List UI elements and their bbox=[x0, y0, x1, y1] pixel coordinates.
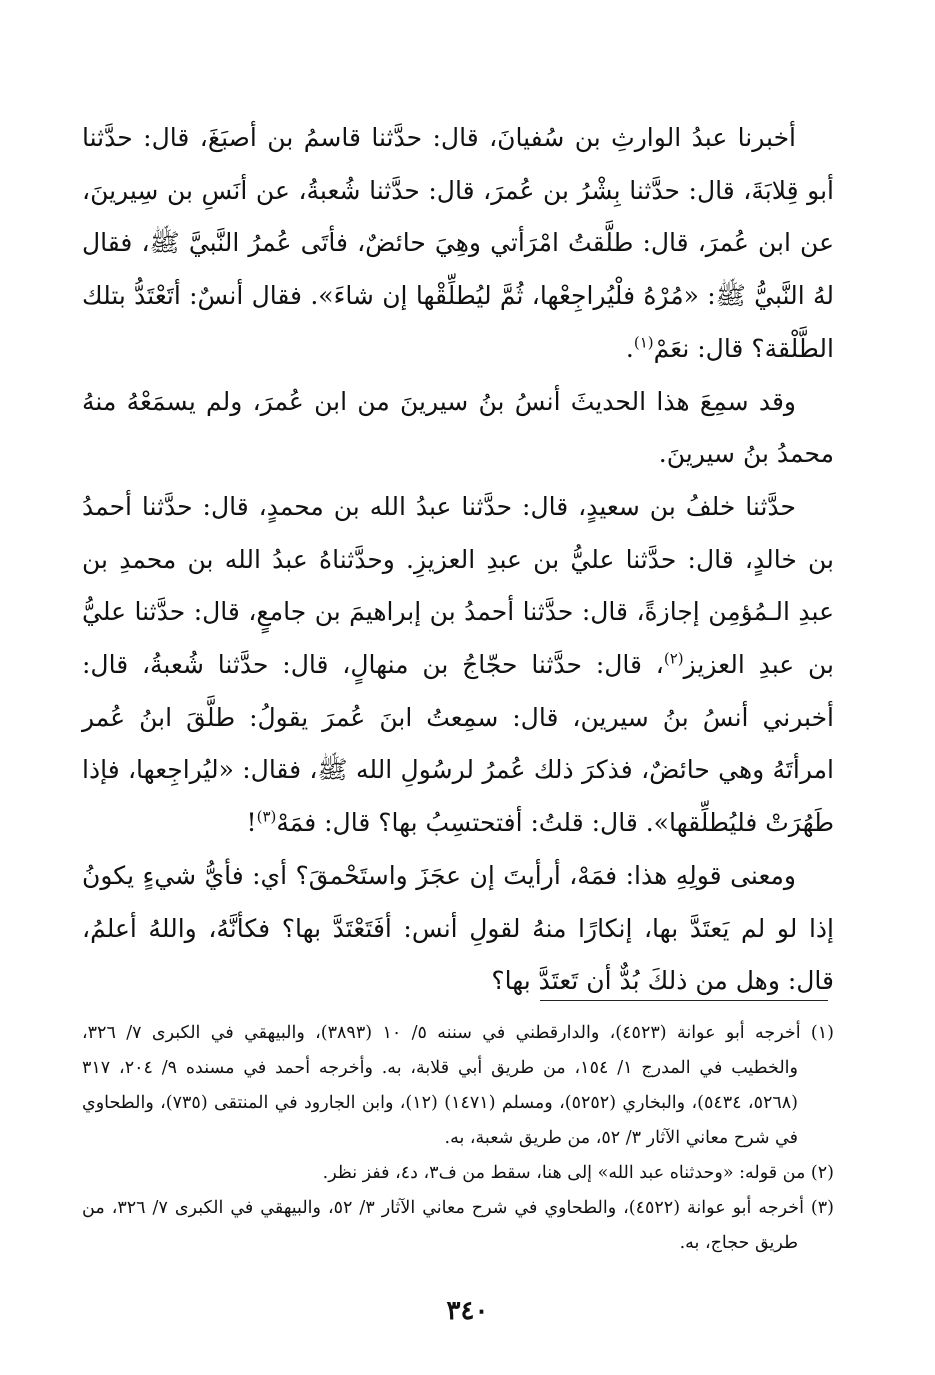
paragraph bbox=[82, 850, 834, 1008]
footnote: (١) أخرجه أبو عوانة (٤٥٢٣)، والدارقطني في سننه ٥/ ١٠ (٣٨٩٣)، والبيهقي في الكبرى ٧/ ٣٢٦، والخطيب في المدرج ١/ ١٥٤، من طريق أبي قلابة، به. وأخرجه أحمد في مسنده ٩/ ٢٠٤، ٣١٧ (٥٢٦٨، ٥٤٣٤)، والبخاري (٥٢٥٢)، ومسلم (١٤٧١) (١٢)، وابن الجارود في المنتقى (٧٣٥)، والطحاوي في شرح معاني الآثار ٣/ ٥٢، من طريق شعبة، به. bbox=[82, 1023, 834, 1148]
paragraph-text: ، قال: حدَّثنا حجّاجُ بن منهالٍ، قال: حدَّثنا شُعبةُ، قال: أخبرني أنسُ بنُ سيرين، قال: سمِعتُ ابنَ عُمرَ يقولُ: طلَّقَ ابنُ عُمر امرأتَهُ وهي حائضٌ، فذكرَ ذلك عُمرُ لرسُولِ الله ﷺ، فقال: «ليُراجِعها، فإذا طَهُرَتْ فليُطلِّقها». قال: قلتُ: أفتحتسِبُ بها؟ قال: فمَهْ bbox=[82, 650, 835, 838]
paragraph-text: وقد سمِعَ هذا الحديثَ أنسُ بنُ سيرينَ من ابن عُمرَ، ولم يسمَعْهُ منهُ محمدُ بنُ سيرينَ. bbox=[82, 386, 834, 469]
page-number: ٣٤٠ bbox=[446, 1296, 489, 1326]
footnote-ref: (٣) bbox=[256, 807, 277, 826]
paragraph-text: حدَّثنا خلفُ بن سعيدٍ، قال: حدَّثنا عبدُ الله بن محمدٍ، قال: حدَّثنا أحمدُ بن خالدٍ، قال: حدَّثنا عليُّ بن عبدِ العزيزِ. وحدَّثناهُ عبدُ الله بن محمدِ بن عبدِ الـمُؤمِن إجازةً، قال: حدَّثنا أحمدُ بن إبراهيمَ بن جامعٍ، قال: حدَّثنا عليُّ بن عبدِ العزيز bbox=[82, 491, 834, 680]
footnote: (٣) أخرجه أبو عوانة (٤٥٢٢)، والطحاوي في شرح معاني الآثار ٣/ ٥٢، والبيهقي في الكبرى ٧/ ٣٢٦، من طريق حجاج، به. bbox=[82, 1198, 834, 1253]
paragraph bbox=[82, 376, 834, 481]
paragraph-text: ومعنى قولِهِ هذا: فمَهْ، أرأيتَ إن عجَزَ واستَحْمقَ؟ أي: فأيُّ شيءٍ يكونُ إذا لو لم يَعتَدَّ بها، إنكارًا منهُ لقولِ أنس: أفَتَعْتَدَّ بها؟ فكأنَّهُ، واللهُ أعلمُ، قال: وهل من ذلكَ بُدٌّ أن تَعتَدَّ بها؟ bbox=[82, 860, 834, 996]
footnote-divider bbox=[540, 1000, 828, 1001]
footnote: (٢) من قوله: «وحدثناه عبد الله» إلى هنا، سقط من ف٣، د٤، ففز نظر. bbox=[322, 1163, 834, 1183]
main-text bbox=[82, 112, 834, 1008]
footnotes bbox=[82, 1016, 834, 1261]
paragraph-text: أخبرنا عبدُ الوارثِ بن سُفيانَ، قال: حدَّثنا قاسمُ بن أصبَغَ، قال: حدَّثنا أبو قِلابَةَ، قال: حدَّثنا بِشْرُ بن عُمرَ، قال: حدَّثنا شُعبةُ، عن أنَسِ بن سِيرينَ، عن ابن عُمرَ، قال: طلَّقتُ امْرَأتي وهِيَ حائضٌ، فأتَى عُمرُ النَّبيَّ ﷺ، فقال لهُ النَّبيُّ ﷺ: «مُرْهُ فلْيُراجِعْها، ثُمَّ ليُطلِّقْها إن شاءَ». فقال أنسٌ: أتَعْتَدُّ بتلك الطَّلْقة؟ قال: نعَمْ bbox=[82, 123, 834, 363]
footnote-ref: (١) bbox=[633, 333, 654, 352]
paragraph bbox=[82, 481, 834, 850]
paragraph bbox=[82, 112, 834, 376]
footnote-ref: (٢) bbox=[663, 649, 684, 668]
punctuation: . bbox=[625, 333, 634, 363]
punctuation: ! bbox=[246, 808, 257, 838]
